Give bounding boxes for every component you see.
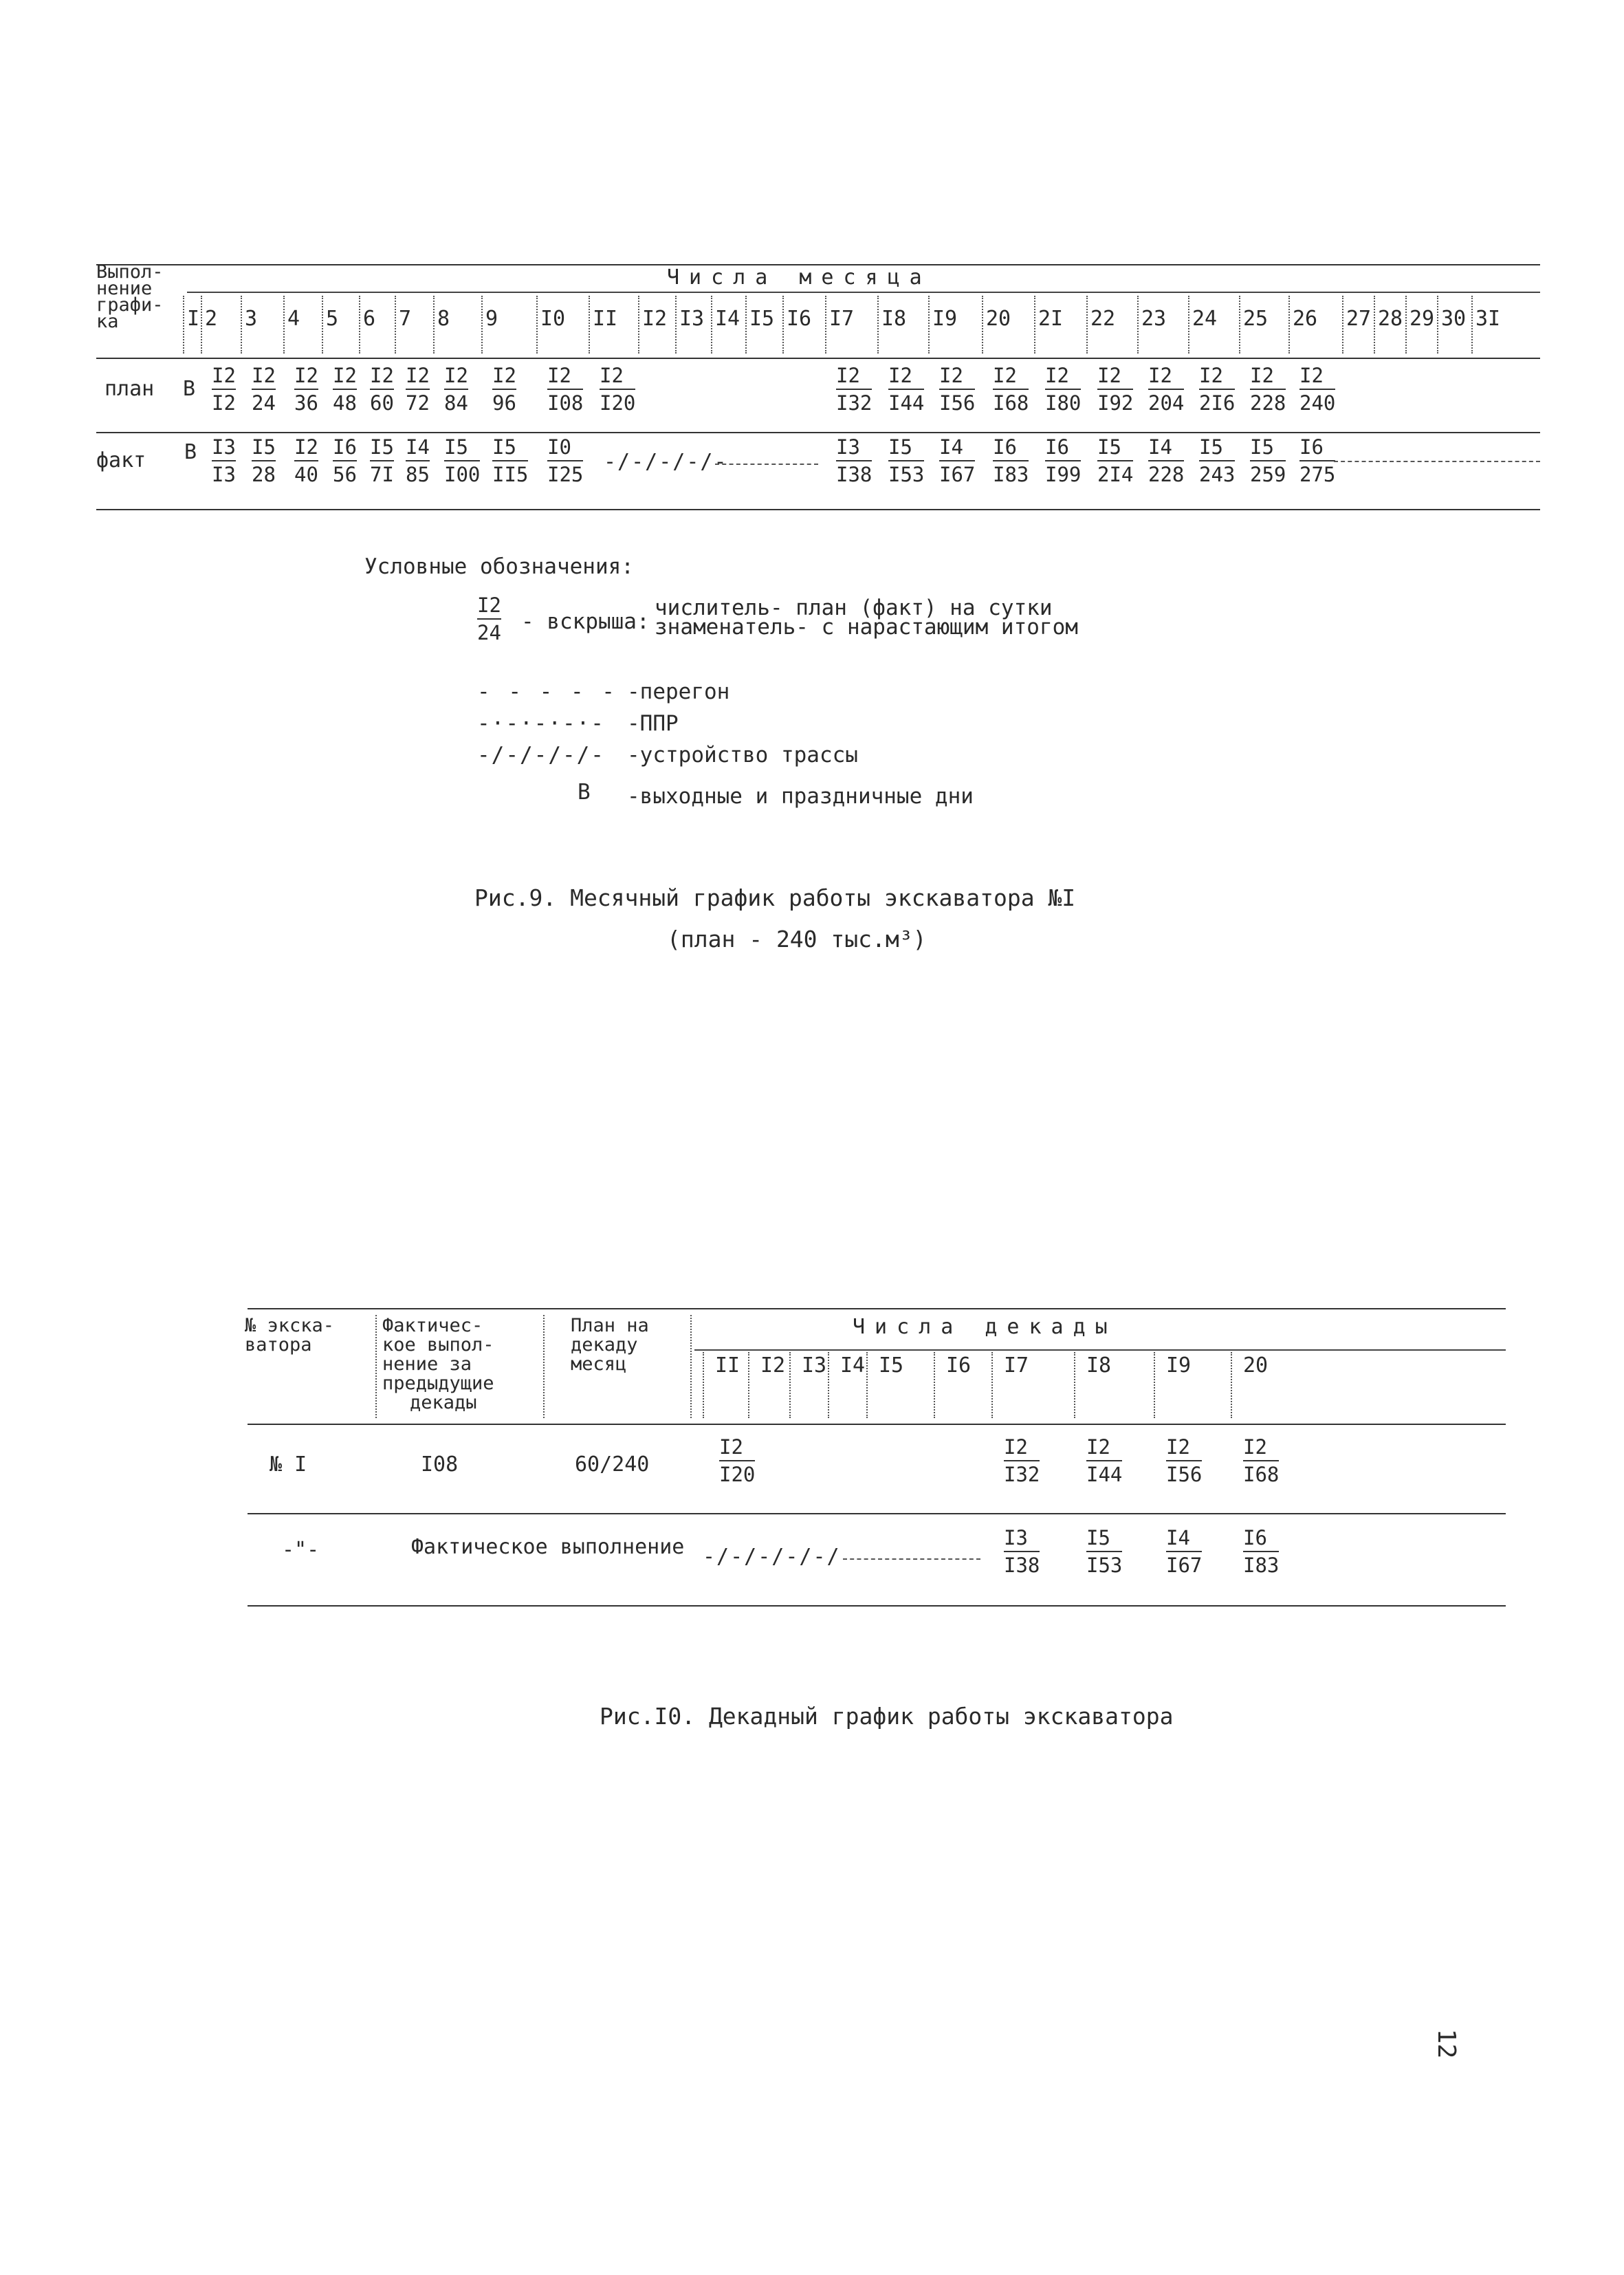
decade-day-3: I3 [802, 1353, 827, 1378]
fact-cell-day2-den: I3 [212, 460, 236, 485]
figure9-caption-plan: (план - 240 тыс.м³) [667, 926, 927, 953]
plan-cell-day7-den: 72 [406, 389, 430, 413]
row2-transfer-dash [843, 1558, 980, 1560]
day-header-21: 2I [1038, 307, 1064, 331]
plan-cell-day3-den: 24 [252, 389, 276, 413]
row1-cell-2 [1004, 1437, 1040, 1485]
row2-cell-3 [1166, 1528, 1202, 1576]
plan-cell-day25 [1250, 366, 1286, 413]
row1-cell-5-num: I2 [1243, 1435, 1267, 1459]
fact-cell-day18 [888, 437, 924, 485]
plan-cell-day6 [370, 366, 394, 413]
plan-cell-day2 [212, 366, 236, 413]
row1-cell-1-den: I20 [719, 1460, 755, 1485]
plan-cell-day19 [939, 366, 975, 413]
row1-cell-2-den: I32 [1004, 1460, 1040, 1485]
row2-cell-1 [1004, 1528, 1040, 1576]
legend-fraction [477, 596, 501, 643]
day-header-3: 3 [245, 307, 258, 331]
row1-excavator: № I [270, 1452, 307, 1477]
fact-cell-day5-den: 56 [333, 460, 357, 485]
fact-cell-day19-den: I67 [939, 460, 975, 485]
decade-day-6: I6 [946, 1353, 972, 1378]
vsep-1 [375, 1315, 377, 1418]
fact-cell-day17 [836, 437, 872, 485]
fact-cell-day10-den: I25 [547, 460, 583, 485]
day-separator [982, 296, 983, 353]
plan-cell-day7 [406, 366, 430, 413]
table10-title: Числа декады [853, 1315, 1117, 1339]
table10-row1-rule [248, 1513, 1506, 1514]
row2-cell-2-den: I53 [1086, 1551, 1122, 1576]
row1-cell-4 [1166, 1437, 1202, 1485]
decade-day-7: I7 [1004, 1353, 1029, 1378]
row1-cell-3-den: I44 [1086, 1460, 1122, 1485]
day-separator [322, 296, 323, 353]
plan-cell-day9-num: I2 [492, 364, 516, 387]
fact-cell-day17-num: I3 [836, 435, 860, 459]
legend-title: Условные обозначения: [364, 554, 634, 579]
day-header-18: I8 [881, 307, 907, 331]
day-separator [1374, 296, 1375, 353]
day-separator [536, 296, 538, 353]
day-separator [638, 296, 639, 353]
fact-cell-day24-num: I5 [1199, 435, 1223, 459]
fact-cell-day20 [993, 437, 1029, 485]
plan-cell-day21-den: I80 [1045, 389, 1081, 413]
fact-cell-day21-num: I6 [1045, 435, 1069, 459]
plan-cell-day4-den: 36 [294, 389, 318, 413]
decade-separator [1074, 1352, 1075, 1418]
plan-cell-day18 [888, 366, 924, 413]
row2-label: Фактическое выполнение [411, 1535, 685, 1559]
decade-day-10: 20 [1243, 1353, 1269, 1378]
fact-device-mark: -/-/-/-/- [604, 450, 728, 474]
plan-cell-day2-num: I2 [212, 364, 236, 387]
plan-cell-day4-num: I2 [294, 364, 318, 387]
row-label-fact: факт [96, 448, 146, 472]
plan-cell-day19-den: I56 [939, 389, 975, 413]
day-separator [1405, 296, 1407, 353]
day-header-6: 6 [363, 307, 376, 331]
plan-cell-day23-den: 204 [1148, 389, 1184, 413]
figure9-caption: Рис.9. Месячный график работы экскаватора №I [474, 884, 1076, 911]
day-separator [782, 296, 784, 353]
day-header-16: I6 [787, 307, 812, 331]
legend-fraction-den: 24 [477, 618, 501, 643]
plan-bottom-rule [96, 432, 1540, 433]
fact-cell-day26-den: 275 [1299, 460, 1335, 485]
fact-cell-day4 [294, 437, 318, 485]
fact-cell-day4-den: 40 [294, 460, 318, 485]
legend-symbol-ppr: -·-·-·-·- [477, 711, 605, 736]
day-header-29: 29 [1409, 307, 1435, 331]
row2-cell-3-den: I67 [1166, 1551, 1202, 1576]
fact-cell-day8-den: I00 [444, 460, 480, 485]
day-header-28: 28 [1378, 307, 1403, 331]
col-excavator-header: № экска- ватора [245, 1315, 335, 1356]
day-separator [481, 296, 483, 353]
table10-header-rule [248, 1424, 1506, 1425]
plan-cell-day18-num: I2 [888, 364, 912, 387]
row1-cell-1-num: I2 [719, 1435, 743, 1459]
plan-cell-day9 [492, 366, 516, 413]
fact-day1-holiday: В [184, 440, 197, 464]
day-header-1: I [187, 307, 200, 331]
row2-cell-4-num: I6 [1243, 1526, 1267, 1549]
plan-cell-day22 [1097, 366, 1133, 413]
figure10-caption: Рис.I0. Декадный график работы экскаватора [600, 1703, 1174, 1730]
day-header-19: I9 [932, 307, 958, 331]
legend-text-holiday: -выходные и праздничные дни [627, 784, 974, 809]
page-number: 12 [1432, 2029, 1460, 2059]
plan-cell-day3-num: I2 [252, 364, 276, 387]
day-header-31: 3I [1475, 307, 1501, 331]
day-header-13: I3 [679, 307, 705, 331]
fact-cell-day19-num: I4 [939, 435, 963, 459]
fact-cell-day26 [1299, 437, 1335, 485]
plan-cell-day26 [1299, 366, 1335, 413]
day-header-8: 8 [437, 307, 450, 331]
row2-cell-3-num: I4 [1166, 1526, 1190, 1549]
fact-cell-day22 [1097, 437, 1133, 485]
plan-cell-day6-num: I2 [370, 364, 394, 387]
day-separator [1137, 296, 1139, 353]
plan-cell-day8-den: 84 [444, 389, 468, 413]
plan-cell-day20-num: I2 [993, 364, 1017, 387]
plan-cell-day2-den: I2 [212, 389, 236, 413]
plan-cell-day10-den: I08 [547, 389, 583, 413]
fact-cell-day8 [444, 437, 480, 485]
fact-cell-day23-num: I4 [1148, 435, 1172, 459]
fact-cell-day19 [939, 437, 975, 485]
day-header-9: 9 [485, 307, 498, 331]
plan-cell-day21-num: I2 [1045, 364, 1069, 387]
fact-transfer-dash [715, 464, 818, 465]
plan-cell-day19-num: I2 [939, 364, 963, 387]
day-header-4: 4 [287, 307, 300, 331]
plan-cell-day22-num: I2 [1097, 364, 1121, 387]
row-label-plan: план [105, 377, 155, 401]
plan-cell-day17-den: I32 [836, 389, 872, 413]
day-header-30: 30 [1441, 307, 1467, 331]
plan-cell-day5 [333, 366, 357, 413]
day-separator [1471, 296, 1473, 353]
header-bottom-rule [96, 358, 1540, 359]
decade-separator [789, 1352, 791, 1418]
table10-top-rule [248, 1308, 1506, 1309]
fact-cell-day23 [1148, 437, 1184, 485]
day-separator [1239, 296, 1240, 353]
day-header-12: I2 [642, 307, 668, 331]
fact-cell-day3-num: I5 [252, 435, 276, 459]
legend-text-ppr: -ППР [627, 711, 679, 736]
fact-cell-day5 [333, 437, 357, 485]
day-separator [1086, 296, 1088, 353]
plan-cell-day23 [1148, 366, 1184, 413]
day-header-5: 5 [326, 307, 339, 331]
fact-cell-day18-num: I5 [888, 435, 912, 459]
plan-cell-day4 [294, 366, 318, 413]
day-header-7: 7 [399, 307, 412, 331]
legend-symbol-track: -/-/-/-/- [477, 743, 605, 768]
fact-cell-day10 [547, 437, 583, 485]
plan-cell-day20-den: I68 [993, 389, 1029, 413]
plan-cell-day24-den: 2I6 [1199, 389, 1235, 413]
plan-cell-day11-num: I2 [600, 364, 624, 387]
table-bottom-rule [96, 509, 1540, 510]
table10-sub-rule [694, 1349, 1506, 1351]
day-header-26: 26 [1293, 307, 1318, 331]
plan-cell-day17-num: I2 [836, 364, 860, 387]
row1-cell-4-den: I56 [1166, 1460, 1202, 1485]
plan-cell-day17 [836, 366, 872, 413]
row1-cell-3 [1086, 1437, 1122, 1485]
day-separator [1288, 296, 1290, 353]
decade-day-8: I8 [1086, 1353, 1112, 1378]
fact-cell-day7-num: I4 [406, 435, 430, 459]
row2-cell-4-den: I83 [1243, 1551, 1279, 1576]
row1-prev: I08 [421, 1452, 459, 1477]
day-header-25: 25 [1243, 307, 1269, 331]
fact-cell-day17-den: I38 [836, 460, 872, 485]
vsep-3 [690, 1315, 692, 1418]
day-header-2: 2 [205, 307, 218, 331]
fact-ppr-dashdot [1334, 461, 1540, 462]
decade-day-4: I4 [840, 1353, 866, 1378]
day-separator [877, 296, 879, 353]
row2-cell-4 [1243, 1528, 1279, 1576]
fact-cell-day9-num: I5 [492, 435, 516, 459]
fact-cell-day6-num: I5 [370, 435, 394, 459]
day-header-27: 27 [1346, 307, 1372, 331]
day-separator [825, 296, 826, 353]
day-header-11: II [593, 307, 618, 331]
decade-day-5: I5 [879, 1353, 904, 1378]
fact-cell-day22-den: 2I4 [1097, 460, 1133, 485]
plan-cell-day10-num: I2 [547, 364, 571, 387]
fact-cell-day10-num: I0 [547, 435, 571, 459]
decade-separator [991, 1352, 993, 1418]
decade-separator [703, 1352, 704, 1418]
header-sub-rule [187, 292, 1540, 293]
day-separator [201, 296, 202, 353]
fact-cell-day24 [1199, 437, 1235, 485]
decade-day-1: II [715, 1353, 740, 1378]
decade-separator [748, 1352, 749, 1418]
day-separator [1437, 296, 1438, 353]
day-header-23: 23 [1141, 307, 1167, 331]
day-separator [675, 296, 677, 353]
fact-cell-day7 [406, 437, 430, 485]
legend-text-track: -устройство трассы [627, 743, 858, 768]
row1-cell-3-num: I2 [1086, 1435, 1110, 1459]
day-separator [711, 296, 712, 353]
day-separator [359, 296, 360, 353]
day-separator [1034, 296, 1035, 353]
legend-symbol-peregon: - - - - - [477, 679, 617, 704]
fact-cell-day6-den: 7I [370, 460, 394, 485]
fact-cell-day25-num: I5 [1250, 435, 1274, 459]
fact-cell-day23-den: 228 [1148, 460, 1184, 485]
decade-day-9: I9 [1166, 1353, 1192, 1378]
plan-cell-day18-den: I44 [888, 389, 924, 413]
decade-separator [934, 1352, 935, 1418]
plan-cell-day9-den: 96 [492, 389, 516, 413]
plan-cell-day21 [1045, 366, 1081, 413]
plan-cell-day11-den: I20 [600, 389, 635, 413]
row2-device-mark: -/-/-/-/-/ [703, 1545, 841, 1569]
fact-cell-day26-num: I6 [1299, 435, 1324, 459]
legend-fraction-label: - вскрыша: [521, 609, 650, 634]
fact-cell-day7-den: 85 [406, 460, 430, 485]
row1-cell-5 [1243, 1437, 1279, 1485]
plan-cell-day3 [252, 366, 276, 413]
fact-cell-day21 [1045, 437, 1081, 485]
row2-cell-2 [1086, 1528, 1122, 1576]
plan-cell-day5-num: I2 [333, 364, 357, 387]
fact-cell-day25 [1250, 437, 1286, 485]
plan-cell-day25-num: I2 [1250, 364, 1274, 387]
row2-excavator: -"- [282, 1538, 320, 1562]
plan-cell-day22-den: I92 [1097, 389, 1133, 413]
fact-cell-day18-den: I53 [888, 460, 924, 485]
plan-cell-day26-den: 240 [1299, 389, 1335, 413]
legend-symbol-holiday: В [578, 780, 591, 805]
day-separator [1188, 296, 1189, 353]
fact-cell-day20-num: I6 [993, 435, 1017, 459]
row2-cell-2-num: I5 [1086, 1526, 1110, 1549]
row1-cell-5-den: I68 [1243, 1460, 1279, 1485]
legend-text-peregon: -перегон [627, 679, 730, 704]
fact-cell-day2 [212, 437, 236, 485]
fact-cell-day5-num: I6 [333, 435, 357, 459]
decade-separator [1231, 1352, 1232, 1418]
plan-cell-day8 [444, 366, 468, 413]
row2-cell-1-num: I3 [1004, 1526, 1028, 1549]
day-header-20: 20 [986, 307, 1011, 331]
day-header-15: I5 [749, 307, 775, 331]
day-separator [589, 296, 590, 353]
day-separator [928, 296, 930, 353]
row1-cell-4-num: I2 [1166, 1435, 1190, 1459]
row1-plan: 60/240 [575, 1452, 650, 1477]
decade-separator [866, 1352, 868, 1418]
fact-cell-day22-num: I5 [1097, 435, 1121, 459]
day-header-17: I7 [829, 307, 855, 331]
fact-cell-day25-den: 259 [1250, 460, 1286, 485]
day-header-10: I0 [540, 307, 566, 331]
day-separator [283, 296, 285, 353]
legend-fraction-desc: числитель- план (факт) на сутки знаменатель- с нарастающим итогом [655, 596, 1078, 640]
decade-separator [828, 1352, 829, 1418]
fact-cell-day21-den: I99 [1045, 460, 1081, 485]
row1-cell-2-num: I2 [1004, 1435, 1028, 1459]
plan-cell-day24 [1199, 366, 1235, 413]
day-separator [183, 296, 184, 353]
fact-cell-day3-den: 28 [252, 460, 276, 485]
decade-day-2: I2 [760, 1353, 786, 1378]
row1-cell-1 [719, 1437, 755, 1485]
day-header-24: 24 [1192, 307, 1218, 331]
fact-cell-day9-den: II5 [492, 460, 528, 485]
fact-cell-day2-num: I3 [212, 435, 236, 459]
fact-cell-day3 [252, 437, 276, 485]
table10-bottom-rule [248, 1605, 1506, 1607]
row2-cell-1-den: I38 [1004, 1551, 1040, 1576]
plan-cell-day8-num: I2 [444, 364, 468, 387]
legend-fraction-num: I2 [477, 594, 501, 617]
fact-cell-day20-den: I83 [993, 460, 1029, 485]
plan-day1-holiday: В [183, 377, 196, 401]
fact-cell-day24-den: 243 [1199, 460, 1235, 485]
fact-cell-day8-num: I5 [444, 435, 468, 459]
fact-cell-day4-num: I2 [294, 435, 318, 459]
plan-cell-day6-den: 60 [370, 389, 394, 413]
day-separator [745, 296, 747, 353]
plan-cell-day24-num: I2 [1199, 364, 1223, 387]
day-separator [433, 296, 435, 353]
fact-cell-day6 [370, 437, 394, 485]
plan-cell-day25-den: 228 [1250, 389, 1286, 413]
col-prev-header: Фактичес- кое выпол- нение за предыдущие декады [382, 1315, 494, 1413]
decade-separator [1154, 1352, 1155, 1418]
day-separator [1342, 296, 1343, 353]
plan-cell-day10 [547, 366, 583, 413]
plan-cell-day23-num: I2 [1148, 364, 1172, 387]
plan-cell-day5-den: 48 [333, 389, 357, 413]
vsep-2 [543, 1315, 545, 1418]
plan-cell-day20 [993, 366, 1029, 413]
day-separator [241, 296, 242, 353]
plan-cell-day26-num: I2 [1299, 364, 1324, 387]
day-header-14: I4 [715, 307, 740, 331]
plan-cell-day11 [600, 366, 635, 413]
header-title: Числа месяца [667, 265, 932, 290]
header-col-label: Выпол- нение графи- ка [96, 261, 164, 332]
day-header-22: 22 [1090, 307, 1116, 331]
plan-cell-day7-num: I2 [406, 364, 430, 387]
day-separator [395, 296, 396, 353]
col-plan-header: План на декаду месяц [571, 1315, 649, 1375]
fact-cell-day9 [492, 437, 528, 485]
